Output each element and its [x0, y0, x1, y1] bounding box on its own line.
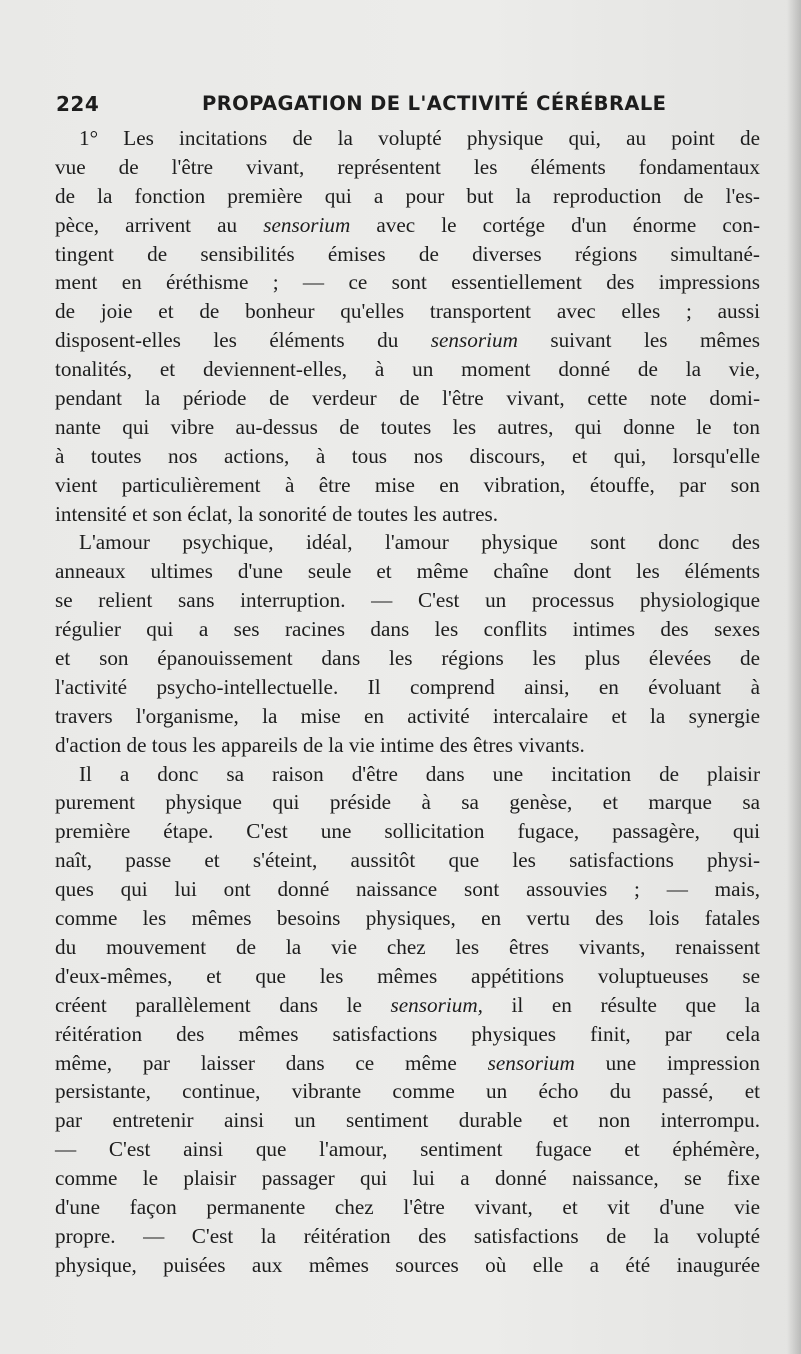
text-segment: vue de l'être vivant, représentent les éléments fondamentaux — [55, 154, 760, 179]
text-line — [55, 1251, 760, 1280]
text-line — [55, 500, 760, 529]
text-line — [55, 875, 760, 904]
text-line — [55, 644, 760, 673]
italic-term: sensorium — [263, 212, 351, 237]
text-segment: disposent-elles les éléments du — [55, 328, 431, 353]
text-segment: Il a donc sa raison d'être dans une incitation de plaisir — [79, 761, 760, 786]
text-segment: avec le cortége d'un énorme con- — [350, 212, 761, 237]
text-line — [55, 702, 760, 731]
running-header — [56, 88, 756, 122]
text-line — [55, 615, 760, 644]
text-line — [55, 355, 760, 384]
page-number: 224 — [56, 92, 100, 116]
text-segment: du mouvement de la vie chez les êtres vivants, renaissent — [55, 934, 760, 959]
text-segment: L'amour psychique, idéal, l'amour physique sont donc des — [79, 530, 760, 555]
text-line — [55, 384, 760, 413]
page-edge-shadow — [787, 0, 801, 1354]
text-line — [55, 817, 760, 846]
italic-term: sensorium — [487, 1050, 575, 1075]
text-segment: ment en éréthisme ; — ce sont essentiellement des impressions — [55, 270, 760, 295]
text-segment: d'eux-mêmes, et que les mêmes appétitions voluptueuses se — [55, 963, 760, 988]
text-line — [55, 557, 760, 586]
text-line — [55, 846, 760, 875]
text-segment: et son épanouissement dans les régions les plus élevées de — [55, 646, 760, 671]
text-line — [55, 904, 760, 933]
text-segment: régulier qui a ses racines dans les conflits intimes des sexes — [55, 617, 760, 642]
text-line — [55, 1222, 760, 1251]
text-line — [55, 1164, 760, 1193]
body-text — [55, 124, 760, 1280]
text-segment: tingent de sensibilités émises de diverses régions simultané- — [55, 241, 760, 266]
text-segment: une impression — [574, 1050, 760, 1075]
text-segment: purement physique qui préside à sa genèse, et marque sa — [55, 790, 760, 815]
text-segment: pèce, arrivent au — [55, 212, 264, 237]
text-line — [55, 586, 760, 615]
text-line — [55, 268, 760, 297]
text-segment: de joie et de bonheur qu'elles transportent avec elles ; aussi — [55, 299, 760, 324]
text-line — [55, 1020, 760, 1049]
text-line — [55, 124, 760, 153]
text-segment: pendant la période de verdeur de l'être vivant, cette note domi- — [55, 386, 760, 411]
text-line — [55, 962, 760, 991]
text-line — [55, 182, 760, 211]
text-segment: persistante, continue, vibrante comme un écho du passé, et — [55, 1079, 760, 1104]
text-segment: physique, puisées aux mêmes sources où elle a été inaugurée — [55, 1252, 760, 1277]
text-segment: 1° Les incitations de la volupté physique qui, au point de — [79, 126, 760, 150]
text-segment: d'une façon permanente chez l'être vivant, et vit d'une vie — [55, 1194, 760, 1219]
text-line — [55, 1106, 760, 1135]
text-line — [55, 240, 760, 269]
text-segment: de la fonction première qui a pour but la reproduction de l'es- — [55, 183, 760, 208]
text-segment: il en résulte que la — [482, 992, 760, 1017]
text-segment: anneaux ultimes d'une seule et même chaîne dont les éléments — [55, 559, 760, 584]
text-line — [55, 933, 760, 962]
text-segment: l'activité psycho-intellectuelle. Il comprend ainsi, en évoluant à — [55, 674, 760, 699]
text-line — [55, 153, 760, 182]
text-line — [55, 1077, 760, 1106]
text-line — [55, 442, 760, 471]
text-segment: à toutes nos actions, à tous nos discours, et qui, lorsqu'elle — [55, 443, 760, 468]
text-segment: première étape. C'est une sollicitation fugace, passagère, qui — [55, 819, 760, 844]
text-segment: comme le plaisir passager qui lui a donné naissance, se fixe — [55, 1166, 760, 1191]
italic-term: sensorium — [430, 328, 518, 353]
text-segment: se relient sans interruption. — C'est un processus physiologique — [55, 588, 760, 613]
text-segment: par entretenir ainsi un sentiment durable et non interrompu. — [55, 1108, 760, 1133]
text-line — [55, 760, 760, 789]
text-line — [55, 1135, 760, 1164]
text-segment: d'action de tous les appareils de la vie intime des êtres vivants. — [55, 732, 585, 757]
text-segment: créent parallèlement dans le — [55, 992, 391, 1017]
text-segment: propre. — C'est la réitération des satisfactions de la volupté — [55, 1223, 760, 1248]
text-segment: — C'est ainsi que l'amour, sentiment fugace et éphémère, — [55, 1137, 760, 1162]
text-line — [55, 673, 760, 702]
text-line — [55, 991, 760, 1020]
text-segment: vient particulièrement à être mise en vibration, étouffe, par son — [55, 472, 760, 497]
text-line — [55, 471, 760, 500]
text-line — [55, 413, 760, 442]
text-line — [55, 1049, 760, 1078]
text-segment: même, par laisser dans ce même — [55, 1050, 488, 1075]
text-line — [55, 788, 760, 817]
text-line — [55, 326, 760, 355]
italic-term: sensorium, — [390, 992, 483, 1017]
text-line — [55, 1193, 760, 1222]
text-segment: naît, passe et s'éteint, aussitôt que les satisfactions physi- — [55, 848, 760, 873]
text-segment: suivant les mêmes — [517, 328, 760, 353]
text-line — [55, 211, 760, 240]
text-segment: tonalités, et deviennent-elles, à un moment donné de la vie, — [55, 357, 760, 382]
text-segment: nante qui vibre au-dessus de toutes les autres, qui donne le ton — [55, 414, 760, 439]
text-line — [55, 528, 760, 557]
text-line — [55, 731, 760, 760]
running-title: PROPAGATION DE L'ACTIVITÉ CÉRÉBRALE — [202, 92, 667, 115]
text-line — [55, 297, 760, 326]
text-segment: comme les mêmes besoins physiques, en vertu des lois fatales — [55, 906, 760, 931]
text-segment: ques qui lui ont donné naissance sont assouvies ; — mais, — [55, 877, 760, 902]
text-segment: réitération des mêmes satisfactions physiques finit, par cela — [55, 1021, 760, 1046]
text-segment: intensité et son éclat, la sonorité de toutes les autres. — [55, 501, 499, 526]
text-segment: travers l'organisme, la mise en activité intercalaire et la synergie — [55, 703, 760, 728]
